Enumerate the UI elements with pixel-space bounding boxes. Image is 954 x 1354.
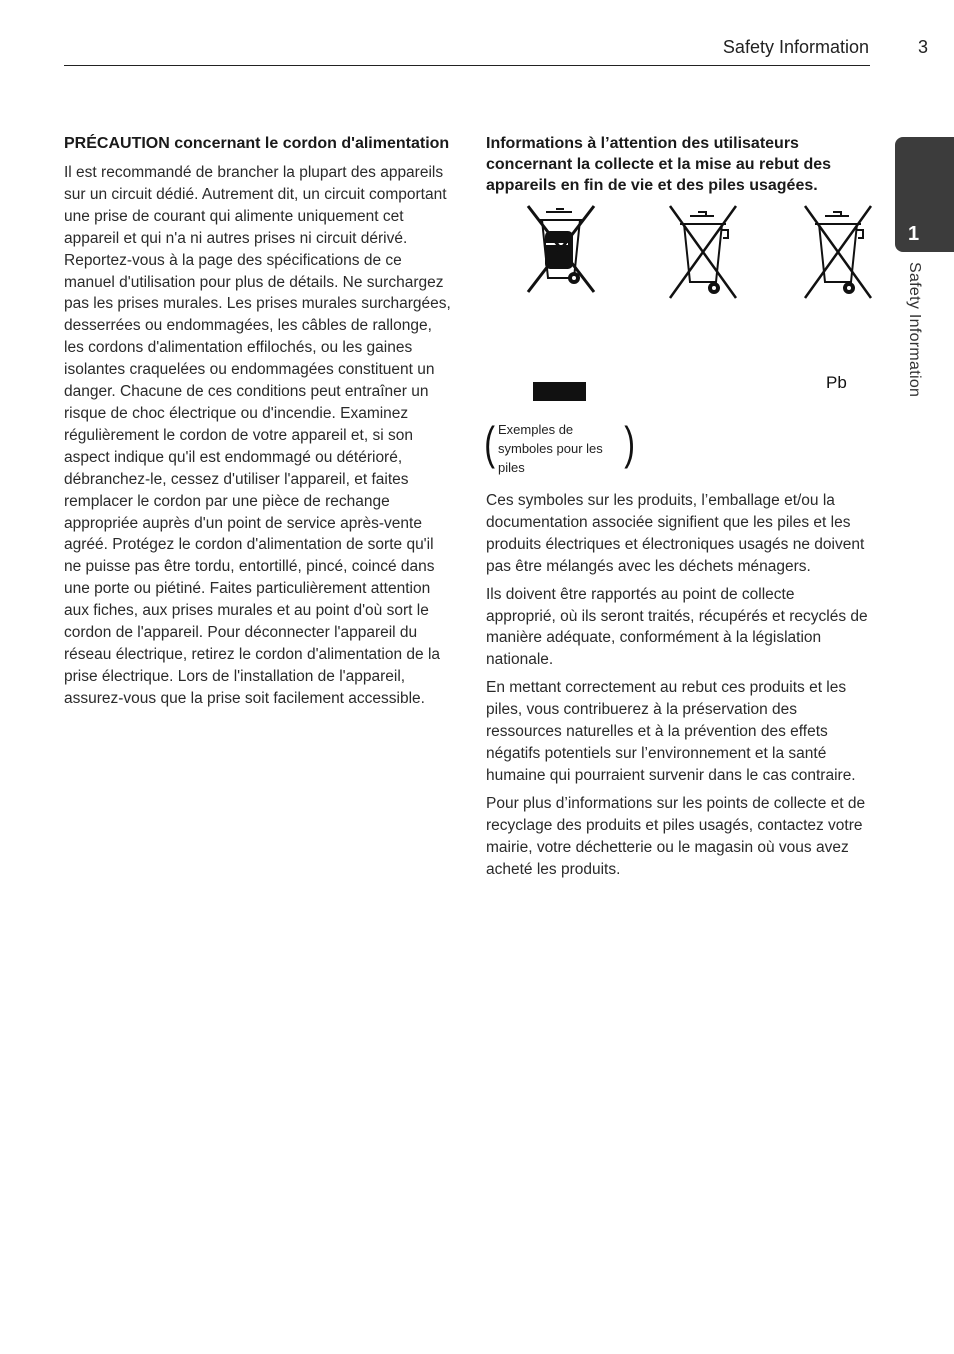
battery-symbols-caption <box>486 416 868 490</box>
caption-text: Exemples de symboles pour les piles <box>498 422 603 475</box>
disposal-paragraph: Ils doivent être rapportés au point de collecte approprié, où ils seront traités, récupérés et recyclés de manière adéquate, conformément à la législation nationale. <box>486 585 868 669</box>
left-bracket: ( <box>484 417 496 469</box>
power-cord-heading: PRÉCAUTION concernant le cordon d'alimentation <box>64 135 450 152</box>
power-cord-body: Il est recommandé de brancher la plupart des appareils sur un circuit dédié. Autrement dit, un circuit comportant une prise de courant qui alimente uniquement cet appareil et qui n'a ni autres prises ni circuit dérivé. Reportez-vous à la page des spécifications de ce manuel d'utilisation pour plus de détails. Ne surchargez pas les prises murales. Les prises murales surchargées, desserrées ou endommagées, les câbles de rallonge, les cordons d'alimentation effilochés, ou les gaines isolantes craquelées ou endommagées constituent un danger. Chacune de ces conditions peut entraîner un risque de choc électrique ou d'incendie. Examinez régulièrement le cordon de votre appareil et, si son aspect indique qu'il est endommagé ou détérioré, débranchez-le, cessez d'utiliser l'appareil, et faites remplacer le cordon par une pièce de rechange appropriée auprès d'un point de service après-vente agréé. Protégez le cordon d'alimentation de sorte qu'il ne puisse pas être tordu, entortillé, pincé, coincé dans une porte ou piétiné. Faites particulièrement attention aux fiches, aux prises murales et au point d'où sort le cordon de l'appareil. Pour déconnecter l'appareil du réseau électrique, retirez le cordon d'alimentation de la prise électrique. Lors de l'installation de l'appareil, assurez-vous que la prise soit facilement accessible. <box>64 164 451 707</box>
chapter-label: Safety Information <box>906 262 923 398</box>
disposal-heading: Informations à l’attention des utilisateurs concernant la collecte et la mise au rebut des appareils en fin de vie et des piles usagées. <box>486 135 832 194</box>
crossed-out-wheelie-bin-icon <box>803 204 873 300</box>
chapter-number: 1 <box>908 223 920 245</box>
right-bracket: ) <box>624 417 636 469</box>
disposal-paragraph: En mettant correctement au rebut ces produits et les piles, vous contribuerez à la préservation des ressources naturelles et à la prévention des effets négatifs potentiels sur l’environnement et la santé humaine qui pourraient survenir dans le cas contraire. <box>486 679 856 784</box>
disposal-paragraph: Ces symboles sur les produits, l’emballage et/ou la documentation associée signifient que les piles et les produits électriques et électroniques usagés ne doivent pas être mélangés avec les déchets ménagers. <box>486 492 865 575</box>
chapter-tab <box>895 137 954 252</box>
running-header-title: Safety Information <box>722 37 869 57</box>
pb-chemical-label: Pb <box>826 373 847 392</box>
crossed-out-wheelie-bin-icon <box>526 204 596 296</box>
page-number: 3 <box>917 37 928 57</box>
right-column <box>486 133 868 886</box>
crossed-out-wheelie-bin-icon <box>668 204 738 300</box>
solid-bar-mark <box>533 382 586 401</box>
left-column <box>64 133 452 716</box>
disposal-symbols <box>486 204 868 422</box>
disposal-paragraph: Pour plus d’informations sur les points de collecte et de recyclage des produits et piles usagés, contactez votre mairie, votre déchetterie ou le magasin où vous avez acheté les produits. <box>486 794 866 878</box>
header-divider <box>64 65 870 66</box>
